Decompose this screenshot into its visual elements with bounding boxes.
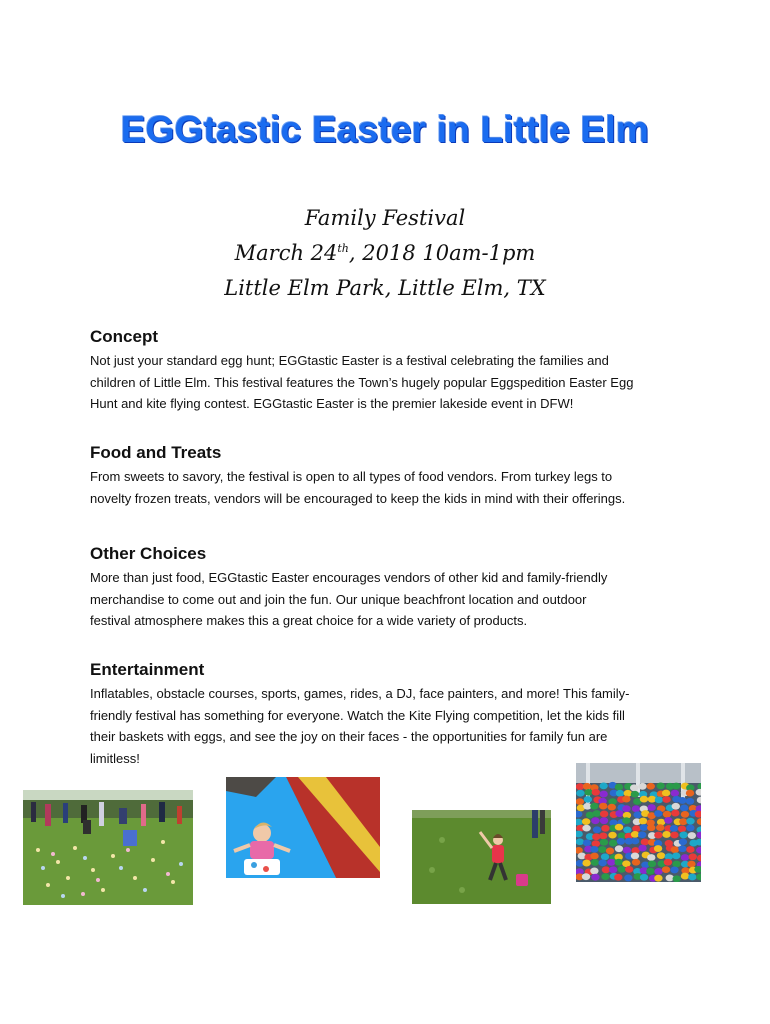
easter-egg <box>662 790 670 797</box>
inflatable-slide-photo <box>226 777 380 878</box>
easter-egg <box>681 811 689 818</box>
easter-egg <box>664 817 672 824</box>
easter-egg <box>592 840 600 847</box>
easter-egg <box>654 832 662 839</box>
easter-egg <box>678 825 686 832</box>
easter-egg <box>590 803 598 810</box>
easter-egg <box>591 859 599 866</box>
easter-egg <box>617 838 625 845</box>
easter-egg <box>584 796 592 803</box>
easter-egg <box>598 859 606 866</box>
easter-egg <box>576 790 584 797</box>
easter-egg <box>609 840 617 847</box>
easter-egg <box>670 825 678 832</box>
easter-egg <box>590 853 598 860</box>
easter-egg <box>600 817 608 824</box>
easter-egg <box>590 846 598 853</box>
easter-egg <box>609 866 617 873</box>
easter-egg <box>639 818 647 825</box>
easter-egg <box>646 868 654 875</box>
easter-egg <box>582 818 590 825</box>
section-concept <box>90 326 690 415</box>
section-entertainment <box>90 659 690 769</box>
easter-egg <box>583 839 591 846</box>
easter-egg <box>632 805 640 812</box>
easter-egg <box>601 853 609 860</box>
easter-egg <box>681 873 689 880</box>
easter-egg <box>686 846 694 853</box>
easter-egg <box>686 798 694 805</box>
easter-egg <box>599 782 607 789</box>
easter-egg <box>631 831 639 838</box>
easter-egg <box>600 811 608 818</box>
easter-egg <box>671 790 679 797</box>
easter-egg <box>688 874 696 881</box>
easter-egg <box>671 810 679 817</box>
easter-egg <box>679 839 687 846</box>
easter-egg <box>599 791 607 798</box>
easter-egg <box>631 838 639 845</box>
easter-egg <box>662 866 670 873</box>
section-body: Inflatables, obstacle courses, sports, games, rides, a DJ, face painters, and more! This family- friendly festival has something for everyone. Watch the Kite Flying competition, let the kids fill their baskets with eggs, and see the joy on their faces - the opportunities for family fun are limitless! <box>90 686 630 766</box>
easter-egg <box>656 782 664 789</box>
easter-egg <box>657 852 665 859</box>
easter-egg <box>582 825 590 832</box>
section-body: More than just food, EGGtastic Easter encourages vendors of other kid and family-friendly merchandise to come out and join the fun. Our unique beachfront location and outdoor festival atmosphere makes this a great choice for a wide variety of products. <box>90 570 608 628</box>
easter-egg <box>647 854 655 861</box>
easter-egg <box>638 831 646 838</box>
easter-egg <box>599 832 607 839</box>
easter-egg <box>615 824 623 831</box>
easter-egg <box>647 804 655 811</box>
easter-egg <box>670 832 678 839</box>
section-other-choices <box>90 543 690 632</box>
easter-egg <box>654 845 662 852</box>
easter-egg <box>591 874 599 881</box>
easter-egg <box>686 790 694 797</box>
easter-egg <box>624 790 632 797</box>
easter-egg <box>689 853 697 860</box>
easter-egg <box>670 867 678 874</box>
easter-egg <box>678 845 686 852</box>
easter-egg <box>607 859 615 866</box>
easter-egg <box>601 825 609 832</box>
easter-egg <box>601 873 609 880</box>
section-heading: Concept <box>90 327 158 346</box>
easter-egg <box>576 798 584 805</box>
easter-egg <box>617 866 625 873</box>
easter-egg <box>584 789 592 796</box>
easter-egg <box>625 866 633 873</box>
easter-egg <box>680 805 688 812</box>
easter-egg <box>656 824 664 831</box>
easter-egg <box>623 827 631 834</box>
easter-egg <box>640 874 648 881</box>
easter-egg <box>615 859 623 866</box>
egg-hunt-field-photo <box>23 790 193 905</box>
easter-egg <box>686 818 694 825</box>
section-heading: Food and Treats <box>90 443 222 462</box>
easter-egg <box>672 852 680 859</box>
easter-egg <box>654 875 662 882</box>
easter-egg <box>616 790 624 797</box>
section-heading: Other Choices <box>90 544 207 563</box>
easter-egg <box>647 783 655 790</box>
easter-egg <box>600 839 608 846</box>
festival-date: March 24th, 2018 10am-1pm <box>234 241 536 265</box>
section-food-and-treats <box>90 442 690 509</box>
easter-egg <box>672 783 680 790</box>
section-heading: Entertainment <box>90 660 205 679</box>
easter-egg <box>687 861 695 868</box>
festival-location: Little Elm Park, Little Elm, TX <box>224 276 546 300</box>
easter-egg <box>654 810 662 817</box>
easter-egg <box>599 803 607 810</box>
easter-egg <box>638 783 646 790</box>
easter-egg <box>593 826 601 833</box>
easter-egg <box>654 868 662 875</box>
easter-egg <box>640 796 648 803</box>
easter-egg <box>623 847 631 854</box>
easter-egg <box>662 796 670 803</box>
easter-egg <box>615 784 623 791</box>
easter-egg <box>648 860 656 867</box>
easter-egg <box>633 811 641 818</box>
easter-egg <box>688 832 696 839</box>
easter-egg <box>624 875 632 882</box>
easter-egg <box>671 846 679 853</box>
easter-egg <box>583 783 591 790</box>
easter-egg <box>582 860 590 867</box>
easter-egg <box>647 824 655 831</box>
easter-egg <box>678 797 686 804</box>
easter-egg <box>631 791 639 798</box>
easter-egg <box>672 861 680 868</box>
easter-egg <box>631 853 639 860</box>
easter-egg <box>632 859 640 866</box>
easter-egg <box>679 832 687 839</box>
festival-name: Family Festival <box>304 206 466 230</box>
easter-egg <box>655 796 663 803</box>
easter-egg <box>640 824 648 831</box>
easter-egg <box>576 838 584 845</box>
easter-egg <box>622 796 630 803</box>
easter-egg <box>598 846 606 853</box>
easter-egg <box>602 866 610 873</box>
easter-egg <box>592 789 600 796</box>
section-body: Not just your standard egg hunt; EGGtastic Easter is a festival celebrating the families and children of Little Elm. This festival features the Town’s hugely popular Eggspedition Easter Egg Hunt and kite flying contest. EGGtastic Easter is the premier lakeside event in DFW! <box>90 353 634 411</box>
easter-egg <box>686 825 694 832</box>
easter-egg <box>673 875 681 882</box>
easter-egg <box>593 810 601 817</box>
easter-egg <box>672 803 680 810</box>
easter-egg <box>608 832 616 839</box>
section-body: From sweets to savory, the festival is open to all types of food vendors. From turkey legs to novelty frozen treats, vendors will be encouraged to keep the kids in mind with their offerings. <box>90 469 626 506</box>
easter-egg <box>679 818 687 825</box>
easter-egg <box>622 805 630 812</box>
child-kite-flying-photo <box>412 810 551 904</box>
easter-egg <box>606 848 614 855</box>
easter-egg <box>615 810 623 817</box>
easter-egg <box>681 854 689 861</box>
page-title: EGGtastic Easter in Little Elm <box>120 109 650 150</box>
easter-egg <box>632 825 640 832</box>
easter-egg <box>622 817 630 824</box>
easter-egg <box>615 845 623 852</box>
easter-egg <box>608 804 616 811</box>
easter-egg <box>614 874 622 881</box>
easter-egg <box>663 811 671 818</box>
pile-of-eggs-photo <box>576 763 701 882</box>
easter-egg <box>630 784 638 791</box>
easter-egg <box>591 817 599 824</box>
easter-egg <box>638 845 646 852</box>
easter-egg <box>664 859 672 866</box>
easter-egg <box>590 868 598 875</box>
easter-egg <box>662 831 670 838</box>
easter-egg <box>582 873 590 880</box>
